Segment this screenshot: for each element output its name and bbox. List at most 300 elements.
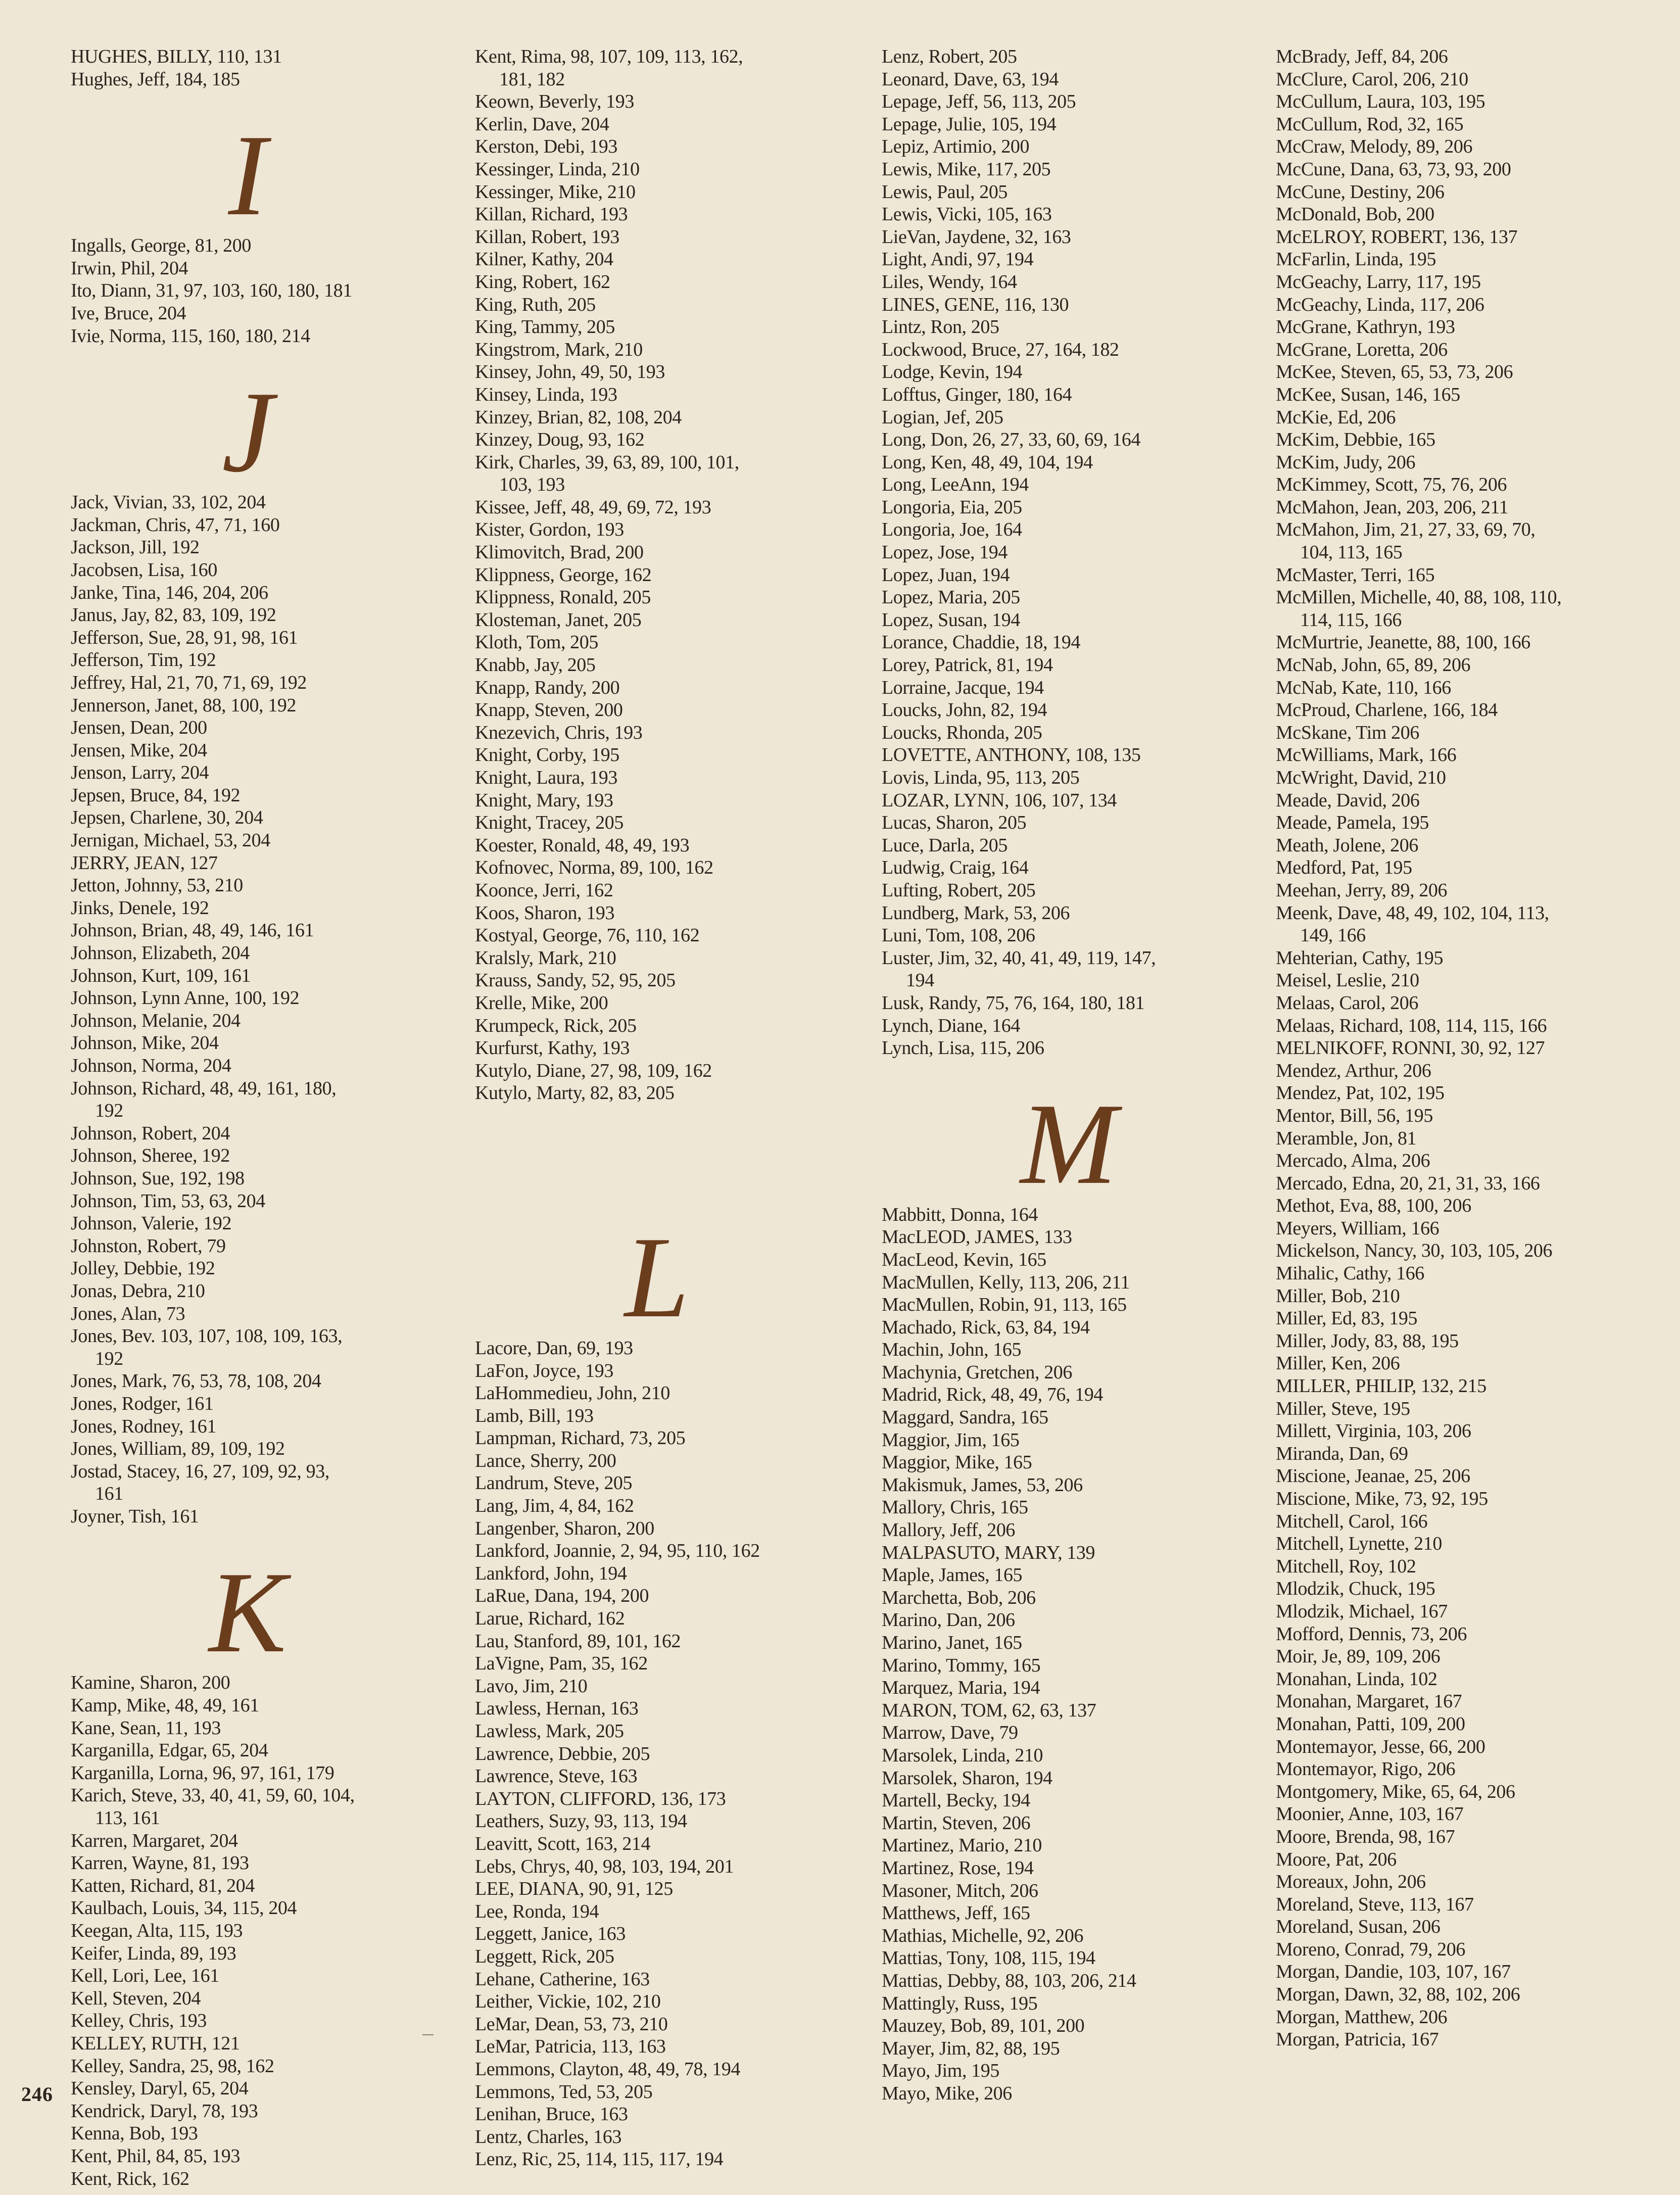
index-entry-continuation: 113, 161	[95, 1807, 160, 1829]
index-entry: Moonier, Anne, 103, 167	[1276, 1803, 1464, 1825]
index-entry: Madrid, Rick, 48, 49, 76, 194	[882, 1384, 1103, 1406]
index-entry: Mendez, Pat, 102, 195	[1276, 1082, 1445, 1104]
index-entry: Matthews, Jeff, 165	[882, 1902, 1030, 1924]
index-entry: Jennerson, Janet, 88, 100, 192	[71, 694, 297, 716]
index-entry: Lehane, Catherine, 163	[475, 1968, 650, 1990]
index-entry: Kostyal, George, 76, 110, 162	[475, 925, 700, 946]
index-entry: McKie, Ed, 206	[1276, 406, 1396, 428]
index-entry: McProud, Charlene, 166, 184	[1276, 699, 1498, 721]
index-entry: Mitchell, Roy, 102	[1276, 1555, 1416, 1577]
index-entry: Lockwood, Bruce, 27, 164, 182	[882, 339, 1119, 360]
index-entry: Maggior, Jim, 165	[882, 1429, 1020, 1451]
index-entry: Kutylo, Marty, 82, 83, 205	[475, 1082, 675, 1104]
index-entry: Lorraine, Jacque, 194	[882, 677, 1044, 698]
index-entry: Kralsly, Mark, 210	[475, 947, 616, 969]
index-entry: Mattias, Tony, 108, 115, 194	[882, 1947, 1095, 1969]
index-entry: Koonce, Jerri, 162	[475, 879, 613, 901]
index-entry: LieVan, Jaydene, 32, 163	[882, 226, 1071, 248]
index-entry: Marchetta, Bob, 206	[882, 1587, 1036, 1608]
index-entry: McGrane, Kathryn, 193	[1276, 316, 1455, 338]
index-entry: Kent, Rick, 162	[71, 2168, 189, 2189]
index-entry: Johnson, Valerie, 192	[71, 1213, 232, 1234]
index-entry: Lucas, Sharon, 205	[882, 812, 1027, 834]
index-entry: Kent, Phil, 84, 85, 193	[71, 2145, 240, 2167]
index-entry: Meisel, Leslie, 210	[1276, 970, 1419, 991]
index-entry: Long, LeeAnn, 194	[882, 474, 1029, 496]
index-entry: Johnson, Kurt, 109, 161	[71, 965, 251, 986]
index-entry: Liles, Wendy, 164	[882, 271, 1017, 293]
index-entry: Lacore, Dan, 69, 193	[475, 1337, 633, 1359]
index-entry: Marquez, Maria, 194	[882, 1677, 1040, 1699]
index-entry: Morgan, Dandie, 103, 107, 167	[1276, 1961, 1511, 1983]
index-entry: McMurtrie, Jeanette, 88, 100, 166	[1276, 632, 1530, 653]
index-column-4	[1276, 45, 1670, 2051]
index-entry: Marsolek, Linda, 210	[882, 1744, 1043, 1766]
index-entry: Krumpeck, Rick, 205	[475, 1015, 637, 1036]
index-entry: LaRue, Dana, 194, 200	[475, 1585, 649, 1607]
index-entry: McMaster, Terri, 165	[1276, 564, 1435, 586]
index-entry: Lorance, Chaddie, 18, 194	[882, 632, 1081, 653]
index-entry: LaFon, Joyce, 193	[475, 1360, 613, 1381]
index-entry: Kamine, Sharon, 200	[71, 1672, 230, 1694]
index-entry: Mitchell, Carol, 166	[1276, 1510, 1428, 1532]
index-entry: Johnson, Sheree, 192	[71, 1145, 230, 1167]
index-entry: Kamp, Mike, 48, 49, 161	[71, 1695, 259, 1716]
index-entry: Leggett, Janice, 163	[475, 1923, 626, 1945]
index-entry: Jinks, Denele, 192	[71, 897, 209, 919]
index-entry: Kell, Lori, Lee, 161	[71, 1965, 219, 1987]
index-entry: Mallory, Chris, 165	[882, 1497, 1028, 1518]
index-entry: Marrow, Dave, 79	[882, 1722, 1018, 1744]
index-entry: Lepage, Julie, 105, 194	[882, 113, 1057, 135]
index-entry: Lewis, Vicki, 105, 163	[882, 204, 1052, 225]
index-entry: Knight, Corby, 195	[475, 744, 619, 766]
index-entry: McCraw, Melody, 89, 206	[1276, 136, 1473, 158]
index-entry: Kilner, Kathy, 204	[475, 249, 613, 270]
index-entry: Kensley, Daryl, 65, 204	[71, 2078, 249, 2099]
section-letter: J	[221, 367, 274, 496]
index-entry: Leathers, Suzy, 93, 113, 194	[475, 1810, 687, 1832]
index-entry: Mendez, Arthur, 206	[1276, 1060, 1431, 1081]
index-entry: Lewis, Paul, 205	[882, 181, 1008, 203]
index-entry-continuation: 104, 113, 165	[1300, 542, 1403, 563]
index-entry: Irwin, Phil, 204	[71, 257, 188, 279]
index-entry: McNab, John, 65, 89, 206	[1276, 654, 1471, 676]
index-entry: Miller, Bob, 210	[1276, 1285, 1400, 1307]
index-entry: Langenber, Sharon, 200	[475, 1517, 654, 1539]
index-entry: King, Ruth, 205	[475, 294, 596, 315]
index-entry: Karich, Steve, 33, 40, 41, 59, 60, 104,	[71, 1785, 355, 1806]
index-entry: Leonard, Dave, 63, 194	[882, 68, 1059, 90]
index-entry: McMahon, Jean, 203, 206, 211	[1276, 496, 1509, 518]
index-entry: Lampman, Richard, 73, 205	[475, 1427, 686, 1449]
index-entry: Leavitt, Scott, 163, 214	[475, 1833, 651, 1854]
index-entry: Mayer, Jim, 82, 88, 195	[882, 2037, 1060, 2059]
index-entry: MacMullen, Kelly, 113, 206, 211	[882, 1271, 1130, 1293]
index-entry: Knight, Tracey, 205	[475, 812, 623, 834]
section-gap	[475, 1105, 839, 1193]
index-entry: Machin, John, 165	[882, 1339, 1022, 1361]
index-entry: Lenz, Ric, 25, 114, 115, 117, 194	[475, 2149, 724, 2170]
index-entry: Lepage, Jeff, 56, 113, 205	[882, 91, 1076, 113]
index-entry: Meyers, William, 166	[1276, 1217, 1439, 1239]
index-entry: Miscione, Mike, 73, 92, 195	[1276, 1488, 1488, 1509]
index-entry: McBrady, Jeff, 84, 206	[1276, 46, 1448, 67]
index-entry: Masoner, Mitch, 206	[882, 1880, 1038, 1901]
index-entry: Krauss, Sandy, 52, 95, 205	[475, 970, 676, 991]
index-entry: LINES, GENE, 116, 130	[882, 294, 1069, 315]
index-entry: Logian, Jef, 205	[882, 406, 1003, 428]
index-entry: Medford, Pat, 195	[1276, 857, 1412, 879]
index-entry: MARON, TOM, 62, 63, 137	[882, 1699, 1096, 1721]
index-entry: Ive, Bruce, 204	[71, 302, 186, 324]
index-entry: Lenihan, Bruce, 163	[475, 2104, 628, 2125]
index-entry: McKee, Susan, 146, 165	[1276, 384, 1460, 405]
index-entry: Maggard, Sandra, 165	[882, 1407, 1048, 1428]
index-entry: Moreaux, John, 206	[1276, 1871, 1426, 1893]
index-entry: Martell, Becky, 194	[882, 1790, 1030, 1811]
index-entry: Marino, Janet, 165	[882, 1632, 1022, 1653]
index-entry: Morgan, Dawn, 32, 88, 102, 206	[1276, 1984, 1520, 2006]
index-entry: Jostad, Stacey, 16, 27, 109, 92, 93,	[71, 1460, 329, 1482]
index-entry: McSkane, Tim 206	[1276, 722, 1419, 743]
index-entry: Johnson, Lynn Anne, 100, 192	[71, 987, 300, 1009]
index-entry: Lankford, Joannie, 2, 94, 95, 110, 162	[475, 1540, 760, 1562]
index-entry: Marino, Tommy, 165	[882, 1654, 1041, 1676]
index-entry: Karganilla, Lorna, 96, 97, 161, 179	[71, 1762, 334, 1784]
index-entry: LAYTON, CLIFFORD, 136, 173	[475, 1788, 726, 1809]
index-entry: Keegan, Alta, 115, 193	[71, 1920, 243, 1941]
index-entry: Methot, Eva, 88, 100, 206	[1276, 1195, 1471, 1217]
index-entry-continuation: 181, 182	[499, 68, 565, 90]
index-entry: Mlodzik, Michael, 167	[1276, 1600, 1448, 1622]
index-entry: Meehan, Jerry, 89, 206	[1276, 879, 1448, 901]
index-entry: McWilliams, Mark, 166	[1276, 744, 1457, 766]
index-entry: Johnson, Sue, 192, 198	[71, 1167, 245, 1189]
index-entry: Knight, Laura, 193	[475, 767, 617, 788]
index-entry: Johnson, Elizabeth, 204	[71, 942, 250, 964]
index-entry: Kofnovec, Norma, 89, 100, 162	[475, 857, 713, 879]
index-entry: Meade, Pamela, 195	[1276, 812, 1429, 834]
index-entry: Lynch, Diane, 164	[882, 1015, 1020, 1036]
index-entry: Martinez, Rose, 194	[882, 1857, 1034, 1879]
index-entry-continuation: 149, 166	[1300, 925, 1366, 946]
index-entry: Katten, Richard, 81, 204	[71, 1875, 255, 1896]
index-entry: Jackman, Chris, 47, 71, 160	[71, 514, 280, 536]
index-entry: Kenna, Bob, 193	[71, 2123, 198, 2144]
index-entry: Ludwig, Craig, 164	[882, 857, 1029, 879]
index-entry: Lopez, Susan, 194	[882, 609, 1020, 631]
index-entry: Jack, Vivian, 33, 102, 204	[71, 492, 266, 513]
index-entry: Jetton, Johnny, 53, 210	[71, 875, 243, 896]
index-entry: King, Robert, 162	[475, 271, 610, 293]
index-entry: Moore, Pat, 206	[1276, 1848, 1397, 1870]
index-entry: Kurfurst, Kathy, 193	[475, 1037, 630, 1059]
index-entry: Miller, Steve, 195	[1276, 1398, 1410, 1419]
index-entry: Kessinger, Mike, 210	[475, 181, 636, 203]
index-entry: McCune, Destiny, 206	[1276, 181, 1445, 203]
section-letter: L	[625, 1213, 689, 1342]
index-entry: Millett, Virginia, 103, 206	[1276, 1420, 1471, 1442]
index-entry: Koos, Sharon, 193	[475, 902, 615, 924]
index-entry: Meramble, Jon, 81	[1276, 1127, 1417, 1149]
index-entry: Karganilla, Edgar, 65, 204	[71, 1740, 268, 1761]
index-entry: Meenk, Dave, 48, 49, 102, 104, 113,	[1276, 902, 1549, 924]
section-letter: I	[228, 110, 267, 240]
index-entry: Lewis, Mike, 117, 205	[882, 158, 1051, 180]
index-entry: Klosteman, Janet, 205	[475, 609, 642, 631]
index-entry: Kaulbach, Louis, 34, 115, 204	[71, 1897, 297, 1919]
index-entry: Jones, Mark, 76, 53, 78, 108, 204	[71, 1370, 321, 1392]
index-entry: Knight, Mary, 193	[475, 789, 613, 811]
index-entry-continuation: 161	[95, 1483, 123, 1505]
index-entry: LOZAR, LYNN, 106, 107, 134	[882, 789, 1117, 811]
index-entry-continuation: 192	[95, 1348, 123, 1369]
index-entry: King, Tammy, 205	[475, 316, 615, 338]
index-entry: McGeachy, Linda, 117, 206	[1276, 294, 1484, 315]
index-entry: Mayo, Mike, 206	[882, 2082, 1012, 2104]
index-entry: Kissee, Jeff, 48, 49, 69, 72, 193	[475, 496, 711, 518]
index-entry: Mlodzik, Chuck, 195	[1276, 1578, 1435, 1600]
section-letter: K	[209, 1547, 286, 1677]
index-entry: Luster, Jim, 32, 40, 41, 49, 119, 147,	[882, 947, 1156, 969]
index-entry: Lofftus, Ginger, 180, 164	[882, 384, 1072, 405]
index-entry: Johnson, Melanie, 204	[71, 1010, 241, 1031]
index-entry: MacMullen, Robin, 91, 113, 165	[882, 1294, 1127, 1316]
index-entry: Jolley, Debbie, 192	[71, 1258, 215, 1279]
index-entry: LeMar, Patricia, 113, 163	[475, 2036, 666, 2058]
index-entry: McMahon, Jim, 21, 27, 33, 69, 70,	[1276, 519, 1535, 541]
index-entry: JERRY, JEAN, 127	[71, 852, 218, 874]
index-entry: LaHommedieu, John, 210	[475, 1382, 670, 1404]
index-entry: MALPASUTO, MARY, 139	[882, 1542, 1095, 1563]
index-column-3	[882, 45, 1256, 2105]
index-entry: Knabb, Jay, 205	[475, 654, 596, 676]
index-entry: Mattias, Debby, 88, 103, 206, 214	[882, 1970, 1136, 1991]
page-number: 246	[21, 2083, 53, 2106]
index-column-2	[475, 45, 839, 2171]
index-entry: Jepsen, Bruce, 84, 192	[71, 784, 241, 806]
index-entry: Lintz, Ron, 205	[882, 316, 999, 338]
index-entry: Jacobsen, Lisa, 160	[71, 559, 217, 581]
index-entry: Karren, Margaret, 204	[71, 1830, 238, 1851]
index-entry: Kelley, Chris, 193	[71, 2010, 207, 2032]
index-entry: Koester, Ronald, 48, 49, 193	[475, 834, 690, 856]
index-entry: Lawless, Hernan, 163	[475, 1698, 639, 1720]
index-entry: Morgan, Matthew, 206	[1276, 2006, 1448, 2028]
index-entry: LOVETTE, ANTHONY, 108, 135	[882, 744, 1141, 766]
index-entry: Maggior, Mike, 165	[882, 1452, 1032, 1473]
index-entry: Martinez, Mario, 210	[882, 1835, 1042, 1856]
index-entry: Monahan, Margaret, 167	[1276, 1691, 1462, 1712]
index-entry: Lance, Sherry, 200	[475, 1450, 616, 1471]
index-entry: Moreland, Steve, 113, 167	[1276, 1893, 1474, 1915]
index-entry: McDonald, Bob, 200	[1276, 204, 1434, 225]
index-entry: Mofford, Dennis, 73, 206	[1276, 1623, 1467, 1645]
index-entry: Mihalic, Cathy, 166	[1276, 1263, 1424, 1284]
index-entry: Landrum, Steve, 205	[475, 1472, 633, 1494]
index-entry: Morgan, Patricia, 167	[1276, 2029, 1439, 2050]
index-entry-continuation: 194	[906, 970, 934, 991]
index-entry: Ivie, Norma, 115, 160, 180, 214	[71, 325, 310, 347]
index-entry: McKee, Steven, 65, 53, 73, 206	[1276, 361, 1513, 383]
index-entry: Loucks, John, 82, 194	[882, 699, 1047, 721]
index-entry: Moreland, Susan, 206	[1276, 1916, 1441, 1938]
index-entry: Lankford, John, 194	[475, 1562, 627, 1584]
index-entry: Lodge, Kevin, 194	[882, 361, 1023, 383]
index-entry-continuation: 114, 115, 166	[1300, 609, 1402, 631]
index-entry: Leggett, Rick, 205	[475, 1945, 614, 1967]
index-entry: Killan, Richard, 193	[475, 204, 628, 225]
index-entry: McCullum, Rod, 32, 165	[1276, 113, 1464, 135]
index-entry: McClure, Carol, 206, 210	[1276, 68, 1468, 90]
index-entry: Monahan, Patti, 109, 200	[1276, 1713, 1465, 1735]
index-entry: Jefferson, Sue, 28, 91, 98, 161	[71, 627, 298, 648]
index-entry: Larue, Richard, 162	[475, 1608, 625, 1630]
index-entry: Johnson, Tim, 53, 63, 204	[71, 1190, 265, 1212]
index-entry: Lundberg, Mark, 53, 206	[882, 902, 1070, 924]
index-entry: Miller, Ed, 83, 195	[1276, 1308, 1418, 1329]
index-entry: McGrane, Loretta, 206	[1276, 339, 1448, 360]
index-entry: Jones, Alan, 73	[71, 1303, 185, 1324]
index-entry: Lebs, Chrys, 40, 98, 103, 194, 201	[475, 1855, 734, 1877]
index-entry: McKim, Debbie, 165	[1276, 429, 1435, 451]
index-entry: Longoria, Joe, 164	[882, 519, 1022, 541]
index-entry: Jefferson, Tim, 192	[71, 649, 216, 671]
index-entry: Martin, Steven, 206	[882, 1812, 1031, 1834]
index-entry: Mallory, Jeff, 206	[882, 1519, 1016, 1541]
index-entry: Jackson, Jill, 192	[71, 537, 200, 558]
index-entry: Lemmons, Ted, 53, 205	[475, 2081, 653, 2103]
index-entry: Jones, William, 89, 109, 192	[71, 1438, 285, 1460]
index-entry: Johnson, Richard, 48, 49, 161, 180,	[71, 1077, 337, 1099]
index-entry: Moore, Brenda, 98, 167	[1276, 1826, 1455, 1847]
index-entry: Kingstrom, Mark, 210	[475, 339, 643, 360]
index-entry: Krelle, Mike, 200	[475, 992, 608, 1014]
index-entry: Killan, Robert, 193	[475, 226, 619, 248]
index-entry: Kell, Steven, 204	[71, 1987, 201, 2009]
index-entry: Monahan, Linda, 102	[1276, 1668, 1437, 1690]
index-entry: Janus, Jay, 82, 83, 109, 192	[71, 604, 276, 626]
index-entry: Makismuk, James, 53, 206	[882, 1474, 1083, 1496]
index-entry: Klippness, George, 162	[475, 564, 652, 586]
index-entry: LeMar, Dean, 53, 73, 210	[475, 2013, 668, 2035]
index-entry: Kinzey, Brian, 82, 108, 204	[475, 406, 682, 428]
index-entry: MacLEOD, JAMES, 133	[882, 1226, 1072, 1248]
index-entry: Long, Don, 26, 27, 33, 60, 69, 164	[882, 429, 1141, 451]
index-entry: Maple, James, 165	[882, 1564, 1023, 1586]
index-entry: Moir, Je, 89, 109, 206	[1276, 1646, 1441, 1667]
index-entry: McELROY, ROBERT, 136, 137	[1276, 226, 1518, 248]
index-entry: Light, Andi, 97, 194	[882, 249, 1034, 270]
index-entry: McWright, David, 210	[1276, 767, 1446, 788]
index-entry: Janke, Tina, 146, 204, 206	[71, 582, 268, 603]
index-entry: Lau, Stanford, 89, 101, 162	[475, 1630, 681, 1652]
index-entry: Knapp, Steven, 200	[475, 699, 623, 721]
index-entry: Miscione, Jeanae, 25, 206	[1276, 1465, 1470, 1487]
index-entry: Lopez, Juan, 194	[882, 564, 1010, 586]
index-entry: Mattingly, Russ, 195	[882, 1992, 1038, 2014]
index-entry: Mathias, Michelle, 92, 206	[882, 1925, 1084, 1946]
index-entry: Montemayor, Rigo, 206	[1276, 1758, 1456, 1780]
index-entry: Jones, Rodger, 161	[71, 1393, 214, 1414]
index-entry: Mabbitt, Donna, 164	[882, 1204, 1038, 1225]
index-entry: Mercado, Edna, 20, 21, 31, 33, 166	[1276, 1172, 1540, 1194]
section-letter: M	[1020, 1079, 1117, 1209]
index-entry: Jensen, Dean, 200	[71, 717, 207, 739]
index-entry: Jones, Rodney, 161	[71, 1415, 216, 1437]
index-entry: LaVigne, Pam, 35, 162	[475, 1653, 648, 1675]
index-entry: MELNIKOFF, RONNI, 30, 92, 127	[1276, 1037, 1545, 1059]
index-entry: McCullum, Laura, 103, 195	[1276, 91, 1485, 113]
index-entry: Kendrick, Daryl, 78, 193	[71, 2100, 258, 2122]
margin-dash	[422, 2034, 434, 2035]
index-entry: Klippness, Ronald, 205	[475, 587, 651, 608]
index-entry: Kane, Sean, 11, 193	[71, 1717, 221, 1739]
index-entry: Mayo, Jim, 195	[882, 2060, 999, 2082]
index-entry: Ito, Diann, 31, 97, 103, 160, 180, 181	[71, 280, 352, 302]
index-entry: Karren, Wayne, 81, 193	[71, 1852, 249, 1874]
index-entry: Kinsey, Linda, 193	[475, 384, 617, 405]
index-entry: Longoria, Eia, 205	[882, 496, 1022, 518]
index-entry: Lynch, Lisa, 115, 206	[882, 1037, 1044, 1059]
index-entry: Lavo, Jim, 210	[475, 1675, 588, 1697]
index-entry-continuation: 192	[95, 1100, 123, 1122]
index-entry: Johnson, Mike, 204	[71, 1032, 219, 1054]
index-entry-continuation: 103, 193	[499, 474, 565, 496]
index-entry: Montemayor, Jesse, 66, 200	[1276, 1736, 1485, 1757]
index-entry: McMillen, Michelle, 40, 88, 108, 110,	[1276, 587, 1562, 608]
index-entry: MacLeod, Kevin, 165	[882, 1249, 1046, 1270]
index-entry: Kinzey, Doug, 93, 162	[475, 429, 645, 451]
index-entry: Lawrence, Steve, 163	[475, 1765, 638, 1787]
index-entry: Klimovitch, Brad, 200	[475, 542, 644, 563]
index-entry: Mickelson, Nancy, 30, 103, 105, 206	[1276, 1240, 1553, 1262]
index-entry: Jepsen, Charlene, 30, 204	[71, 807, 263, 829]
index-entry: LEE, DIANA, 90, 91, 125	[475, 1878, 673, 1900]
index-entry: Lovis, Linda, 95, 113, 205	[882, 767, 1080, 788]
index-entry: Jensen, Mike, 204	[71, 739, 207, 761]
index-entry: Johnston, Robert, 79	[71, 1235, 226, 1257]
index-entry: Meade, David, 206	[1276, 789, 1420, 811]
index-entry: Jeffrey, Hal, 21, 70, 71, 69, 192	[71, 672, 307, 693]
index-entry: Marino, Dan, 206	[882, 1609, 1015, 1631]
index-entry: Kister, Gordon, 193	[475, 519, 624, 541]
index-entry: Lepiz, Artimio, 200	[882, 136, 1030, 158]
index-entry: Jones, Bev. 103, 107, 108, 109, 163,	[71, 1325, 343, 1347]
index-entry: Meath, Jolene, 206	[1276, 834, 1418, 856]
index-column-1	[71, 45, 424, 2190]
index-entry: McNab, Kate, 110, 166	[1276, 677, 1451, 698]
index-entry: McKim, Judy, 206	[1276, 451, 1416, 473]
index-entry: Luni, Tom, 108, 206	[882, 925, 1035, 946]
index-entry: Jenson, Larry, 204	[71, 762, 209, 784]
index-entry: Lawrence, Debbie, 205	[475, 1743, 650, 1764]
index-entry: Mitchell, Lynette, 210	[1276, 1533, 1442, 1555]
index-entry: Keown, Beverly, 193	[475, 91, 634, 113]
index-entry: Marsolek, Sharon, 194	[882, 1767, 1052, 1789]
index-entry: KELLEY, RUTH, 121	[71, 2032, 240, 2054]
index-entry: Mehterian, Cathy, 195	[1276, 947, 1444, 969]
index-entry: Leither, Vickie, 102, 210	[475, 1991, 661, 2013]
index-entry: Kloth, Tom, 205	[475, 632, 598, 653]
index-entry: Kutylo, Diane, 27, 98, 109, 162	[475, 1060, 712, 1081]
index-entry: Lopez, Jose, 194	[882, 542, 1007, 563]
index-entry: Mentor, Bill, 56, 195	[1276, 1105, 1433, 1126]
index-entry: Loucks, Rhonda, 205	[882, 722, 1042, 743]
index-entry: Lawless, Mark, 205	[475, 1721, 624, 1742]
index-entry: Moreno, Conrad, 79, 206	[1276, 1938, 1465, 1960]
